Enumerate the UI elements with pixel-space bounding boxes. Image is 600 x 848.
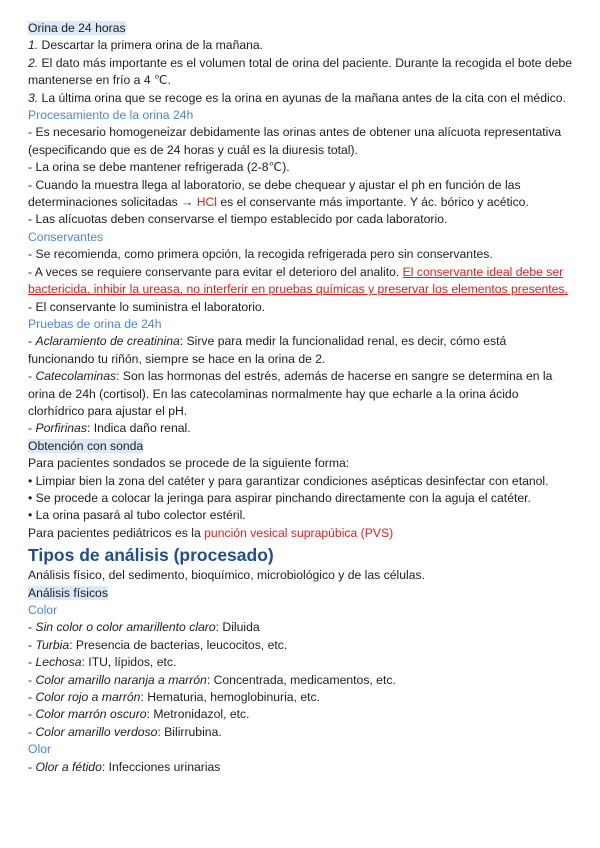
heading-conservantes: Conservantes (28, 229, 104, 244)
color-item-4: - Color amarillo naranja a marrón: Concentrada, medicamentos, etc. (28, 672, 396, 687)
procesamiento-item-3: - Cuando la muestra llega al laboratorio, se debe chequear y ajustar el ph en función de las determinaciones solicitadas → HCl es el conservante más importante. Y ác. bórico y acético. (28, 177, 529, 210)
heading-analisis-fisicos: Análisis físicos (28, 585, 108, 600)
step-3: 3. La última orina que se recoge es la orina en ayunas de la mañana antes de la cita con el médico. (28, 90, 566, 105)
heading-procesamiento: Procesamiento de la orina 24h (28, 108, 194, 123)
hcl-highlight: HCl (196, 195, 217, 210)
pediatricos-line: Para pacientes pediátricos es la punción vesical suprapúbica (PVS) (28, 525, 394, 540)
prueba-porfirinas: - Porfirinas: Indica daño renal. (28, 421, 191, 436)
step-1: 1. Descartar la primera orina de la mañana. (28, 38, 264, 53)
sonda-item-3: • La orina pasará al tubo colector estéril. (28, 508, 246, 523)
heading-olor: Olor (28, 742, 52, 757)
color-item-5: - Color rojo a marrón: Hematuria, hemoglobinuria, etc. (28, 690, 320, 705)
conservantes-item-3: - El conservante lo suministra el laboratorio. (28, 299, 266, 314)
color-item-1: - Sin color o color amarillento claro: Diluida (28, 620, 260, 635)
heading-obtencion-sonda: Obtención con sonda (28, 438, 144, 453)
color-item-6: - Color marrón oscuro: Metronidazol, etc. (28, 707, 250, 722)
procesamiento-item-1: - Es necesario homogeneizar debidamente las orinas antes de obtener una alícuota representativa (especificando que es de 24 horas y cuál es la diuresis total). (28, 125, 562, 157)
heading-color: Color (28, 603, 58, 617)
sonda-intro: Para pacientes sondados se procede de la siguiente forma: (28, 456, 350, 471)
conservante-ideal-highlight: El conservante ideal debe ser bactericida, inhibir la ureasa, no interferir en pruebas químicas y preservar los elementos presentes. (28, 264, 568, 297)
heading-orina-24h: Orina de 24 horas (28, 21, 126, 35)
procesamiento-item-4: - Las alícuotas deben conservarse el tiempo establecido por cada laboratorio. (28, 212, 448, 227)
pvs-highlight: punción vesical suprapúbica (PVS) (204, 525, 394, 540)
conservantes-item-2: - A veces se requiere conservante para evitar el deterioro del analito. El conservante ideal debe ser bactericida, inhibir la ureasa, no interferir en pruebas químicas y preservar los elementos presentes. (28, 264, 568, 297)
color-item-3: - Lechosa: ITU, lípidos, etc. (28, 655, 177, 670)
analisis-intro: Análisis físico, del sedimento, bioquímico, microbiológico y de las células. (28, 568, 425, 583)
prueba-creatinina: - Aclaramiento de creatinina: Sirve para medir la funcionalidad renal, es decir, cómo está funcionando tu riñón, siempre se hace en la orina de 2. (28, 334, 507, 366)
olor-item-1: - Olor a fétido: Infecciones urinarias (28, 759, 221, 774)
heading-tipos-analisis: Tipos de análisis (procesado) (28, 545, 274, 566)
color-item-2: - Turbia: Presencia de bacterias, leucocitos, etc. (28, 637, 288, 652)
prueba-catecolaminas: - Catecolaminas: Son las hormonas del estrés, además de hacerse en sangre se determina en la orina de 24h (cortisol). En las catecolaminas normalmente hay que echarle a la orina ácido clorhídrico para ajustar el pH. (28, 369, 553, 418)
sonda-item-2: • Se procede a colocar la jeringa para aspirar pinchando directamente con la aguja el catéter. (28, 490, 531, 505)
step-2: 2. El dato más importante es el volumen total de orina del paciente. Durante la recogida el bote debe mantenerse en frío a 4 ℃. (28, 55, 573, 88)
heading-pruebas-24h: Pruebas de orina de 24h (28, 316, 162, 331)
procesamiento-item-2: - La orina se debe mantener refrigerada (2-8℃). (28, 160, 290, 175)
document-page (28, 20, 576, 776)
conservantes-item-1: - Se recomienda, como primera opción, la recogida refrigerada pero sin conservantes. (28, 247, 493, 262)
sonda-item-1: • Limpiar bien la zona del catéter y para garantizar condiciones asépticas desinfectar con etanol. (28, 473, 549, 488)
color-item-7: - Color amarillo verdoso: Bilirrubina. (28, 724, 222, 739)
